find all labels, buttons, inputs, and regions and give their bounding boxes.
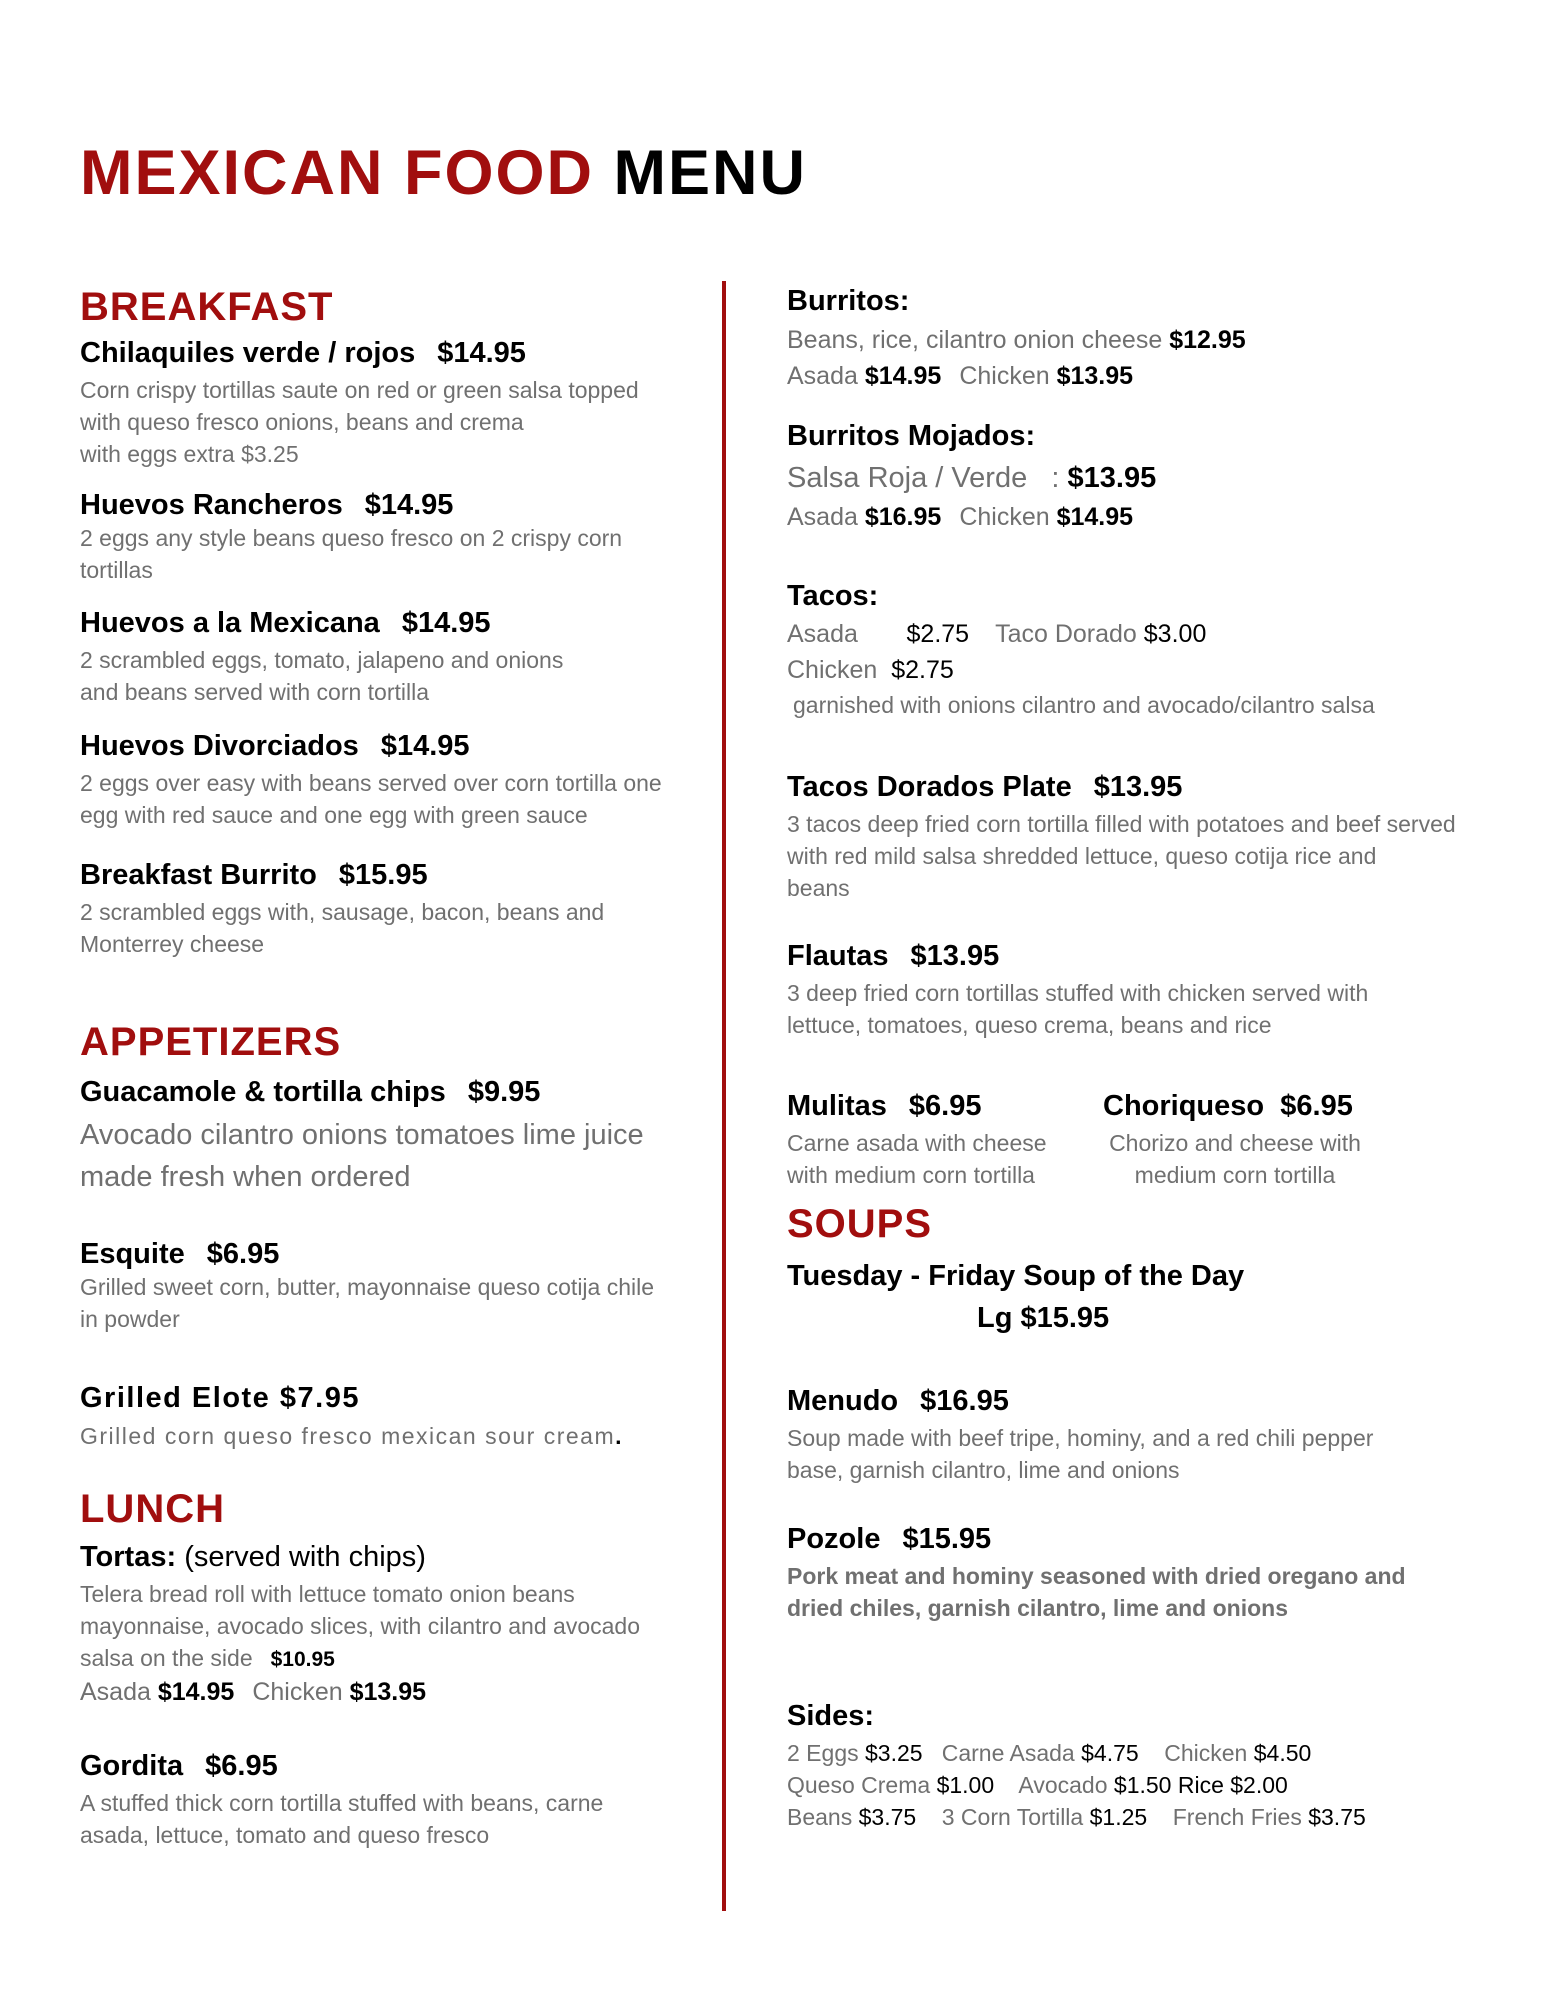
menudo-desc: Soup made with beef tripe, hominy, and a red chili pepper base, garnish cilantro, lime and onions (787, 1425, 1374, 1483)
mulitas-name: Mulitas $6.95 (787, 1090, 982, 1122)
elote-name: Grilled Elote $7.95 (80, 1382, 360, 1414)
choriqueso-desc: Chorizo and cheese with medium corn tortilla (1109, 1130, 1361, 1188)
elote-desc: Grilled corn queso fresco mexican sour cream. (80, 1423, 624, 1449)
breakfast-burrito-name: Breakfast Burrito $15.95 (80, 859, 428, 891)
mojados-desc: Salsa Roja / Verde : $13.95 (787, 462, 1157, 494)
esquite-desc: Grilled sweet corn, butter, mayonnaise queso cotija chile in powder (80, 1274, 655, 1332)
flautas-name: Flautas $13.95 (787, 940, 1000, 972)
mojados-name: Burritos Mojados: (787, 420, 1036, 452)
appetizers-heading: APPETIZERS (80, 1020, 342, 1064)
burritos-desc: Beans, rice, cilantro onion cheese $12.95 Asada $14.95 Chicken $13.95 (787, 326, 1246, 390)
rancheros-name: Huevos Rancheros $14.95 (80, 489, 454, 521)
sides-name: Sides: (787, 1700, 875, 1732)
breakfast-burrito-desc: 2 scrambled eggs with, sausage, bacon, beans and Monterrey cheese (80, 899, 605, 957)
tacos-garnish: garnished with onions cilantro and avocado/cilantro salsa (793, 692, 1375, 718)
choriqueso-name: Choriqueso $6.95 (1103, 1090, 1353, 1122)
column-divider (722, 281, 726, 1911)
tacos-name: Tacos: (787, 580, 879, 612)
divorciados-name: Huevos Divorciados $14.95 (80, 730, 470, 762)
chilaquiles-desc: Corn crispy tortillas saute on red or green salsa topped with queso fresco onions, beans and crema with eggs extra $3.25 (80, 377, 639, 467)
sides-row: Queso Crema $1.00 Avocado $1.50 Rice $2.00 (787, 1772, 1288, 1798)
soup-of-day-price: Lg $15.95 (977, 1302, 1110, 1334)
gordita-name: Gordita $6.95 (80, 1750, 278, 1782)
chilaquiles-name: Chilaquiles verde / rojos $14.95 (80, 337, 526, 369)
guacamole-desc: Avocado cilantro onions tomatoes lime juice made fresh when ordered (80, 1119, 644, 1193)
mulitas-desc: Carne asada with cheese with medium corn tortilla (787, 1130, 1047, 1188)
pozole-desc: Pork meat and hominy seasoned with dried oregano and dried chiles, garnish cilantro, lime and onions (787, 1563, 1406, 1621)
soup-of-day: Tuesday - Friday Soup of the Day (787, 1260, 1245, 1292)
mojados-prices: Asada $16.95 Chicken $14.95 (787, 503, 1134, 531)
esquite-name: Esquite $6.95 (80, 1238, 280, 1270)
divorciados-desc: 2 eggs over easy with beans served over corn tortilla one egg with red sauce and one egg with green sauce (80, 770, 662, 828)
tacos-dorados-desc: 3 tacos deep fried corn tortilla filled with potatoes and beef served with red mild salsa shredded lettuce, queso cotija rice and beans (787, 811, 1456, 901)
tortas-desc: Telera bread roll with lettuce tomato onion beans mayonnaise, avocado slices, with cilantro and avocado salsa on the side $10.95 Asada $14.95 Chicken $13.95 (80, 1581, 640, 1706)
sides-row: Beans $3.75 3 Corn Tortilla $1.25 French Fries $3.75 (787, 1804, 1366, 1830)
pozole-name: Pozole $15.95 (787, 1523, 992, 1555)
menudo-name: Menudo $16.95 (787, 1385, 1009, 1417)
guacamole-name: Guacamole & tortilla chips $9.95 (80, 1076, 541, 1108)
flautas-desc: 3 deep fried corn tortillas stuffed with chicken served with lettuce, tomatoes, queso crema, beans and rice (787, 980, 1369, 1038)
lunch-heading: LUNCH (80, 1487, 225, 1531)
mexicana-desc: 2 scrambled eggs, tomato, jalapeno and onions and beans served with corn tortilla (80, 647, 564, 705)
burritos-name: Burritos: (787, 285, 910, 317)
tacos-dorados-name: Tacos Dorados Plate $13.95 (787, 771, 1183, 803)
breakfast-heading: BREAKFAST (80, 285, 334, 329)
soups-heading: SOUPS (787, 1202, 933, 1246)
sides-row: 2 Eggs $3.25 Carne Asada $4.75 Chicken $4.50 (787, 1740, 1312, 1766)
gordita-desc: A stuffed thick corn tortilla stuffed with beans, carne asada, lettuce, tomato and queso fresco (80, 1790, 604, 1848)
tortas-name: Tortas: (served with chips) (80, 1541, 426, 1573)
menu-title: MEXICAN FOOD MENU (80, 138, 808, 208)
mexicana-name: Huevos a la Mexicana $14.95 (80, 607, 491, 639)
tacos-prices: Asada $2.75 Taco Dorado $3.00 Chicken $2.75 (787, 620, 1207, 684)
sides-list (787, 1737, 1366, 1833)
rancheros-desc: 2 eggs any style beans queso fresco on 2 crispy corn tortillas (80, 525, 623, 583)
